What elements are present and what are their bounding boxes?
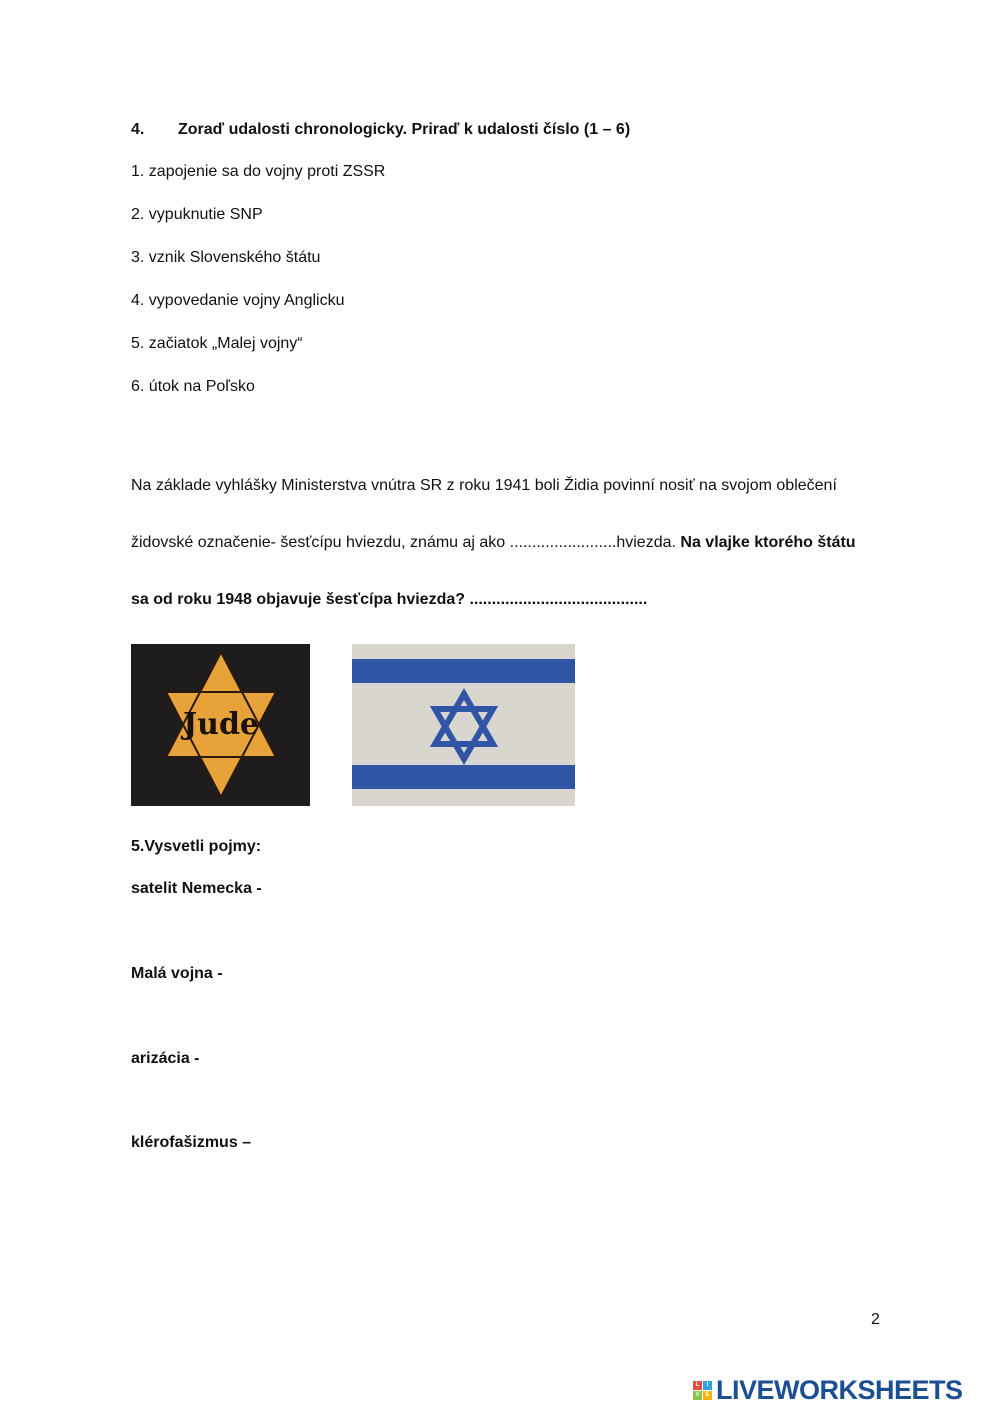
list-item: 4. vypovedanie vojny Anglicku xyxy=(131,292,345,309)
question-5-heading: 5.Vysvetli pojmy: xyxy=(131,838,262,855)
question-title: Zoraď udalosti chronologicky. Priraď k udalosti číslo (1 – 6) xyxy=(178,121,631,138)
list-item: 3. vznik Slovenského štátu xyxy=(131,249,321,266)
question-number: 4. xyxy=(131,121,145,138)
term-item: klérofašizmus – xyxy=(131,1134,252,1151)
liveworksheets-logo xyxy=(693,1374,963,1406)
badge-text: Jude xyxy=(182,707,260,742)
yellow-star-badge-image xyxy=(131,644,310,806)
logo-letter: E xyxy=(703,1391,712,1400)
list-item: 1. zapojenie sa do vojny proti ZSSR xyxy=(131,163,386,180)
paragraph-line-2-question: Na vlajke ktorého štátu xyxy=(680,534,856,551)
term-item: satelit Nemecka - xyxy=(131,880,262,897)
list-item: 6. útok na Poľsko xyxy=(131,378,255,395)
paragraph-line-2 xyxy=(131,534,856,552)
logo-grid-icon xyxy=(693,1381,712,1400)
term-item: arizácia - xyxy=(131,1050,200,1067)
israel-flag-icon xyxy=(352,644,575,806)
israel-flag-image xyxy=(352,644,575,806)
logo-letter: V xyxy=(693,1391,702,1400)
paragraph-line-3-question: sa od roku 1948 objavuje šesťcípa hviezda? ........................................ xyxy=(131,591,648,608)
page-number: 2 xyxy=(871,1311,880,1328)
paragraph-line-1: Na základe vyhlášky Ministerstva vnútra SR z roku 1941 boli Židia povinní nosiť na svojom oblečení xyxy=(131,477,837,494)
paragraph-line-2-text: židovské označenie- šesťcípu hviezdu, známu aj ako ........................hviezda. xyxy=(131,534,676,551)
list-item: 5. začiatok „Malej vojny“ xyxy=(131,335,303,352)
logo-letter: I xyxy=(703,1381,712,1390)
list-item: 2. vypuknutie SNP xyxy=(131,206,263,223)
star-of-david-badge-icon xyxy=(131,644,310,806)
question-4-heading xyxy=(131,121,630,139)
logo-letter: L xyxy=(693,1381,702,1390)
term-item: Malá vojna - xyxy=(131,965,223,982)
brand-name: LIVEWORKSHEETS xyxy=(716,1374,963,1405)
